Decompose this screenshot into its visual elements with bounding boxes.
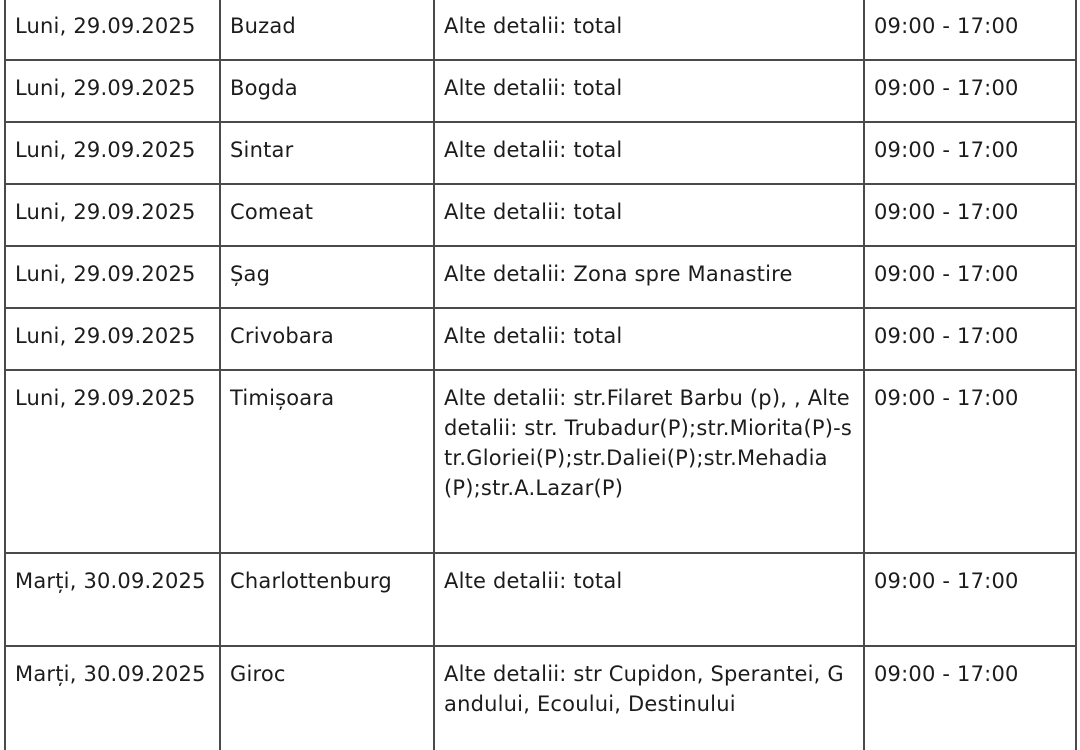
time-cell: 09:00 - 17:00: [864, 246, 1076, 308]
details-cell: Alte detalii: total: [434, 60, 864, 122]
location-cell: Giroc: [220, 646, 434, 750]
details-cell: Alte detalii: str.Filaret Barbu (p), , Alte detalii: str. Trubadur(P);str.Miorita(P)-str.Gloriei(P);str.Daliei(P);str.Mehadia(P);str.A.Lazar(P): [434, 370, 864, 553]
time-cell: 09:00 - 17:00: [864, 60, 1076, 122]
location-cell: Charlottenburg: [220, 553, 434, 646]
date-cell: Luni, 29.09.2025: [5, 0, 220, 60]
table-row: [5, 184, 1076, 246]
date-cell: Marți, 30.09.2025: [5, 553, 220, 646]
table-row: [5, 308, 1076, 370]
details-cell: Alte detalii: total: [434, 553, 864, 646]
time-cell: 09:00 - 17:00: [864, 370, 1076, 553]
location-cell: Șag: [220, 246, 434, 308]
date-cell: Luni, 29.09.2025: [5, 60, 220, 122]
details-cell: Alte detalii: str Cupidon, Sperantei, Gandului, Ecoului, Destinului: [434, 646, 864, 750]
time-cell: 09:00 - 17:00: [864, 0, 1076, 60]
location-cell: Bogda: [220, 60, 434, 122]
date-cell: Marți, 30.09.2025: [5, 646, 220, 750]
location-cell: Crivobara: [220, 308, 434, 370]
time-cell: 09:00 - 17:00: [864, 553, 1076, 646]
table-row: [5, 60, 1076, 122]
outage-schedule-table: [4, 0, 1077, 750]
time-cell: 09:00 - 17:00: [864, 184, 1076, 246]
details-cell: Alte detalii: total: [434, 122, 864, 184]
location-cell: Comeat: [220, 184, 434, 246]
table-row: [5, 370, 1076, 553]
details-cell: Alte detalii: total: [434, 0, 864, 60]
table-row: [5, 246, 1076, 308]
date-cell: Luni, 29.09.2025: [5, 370, 220, 553]
location-cell: Sintar: [220, 122, 434, 184]
location-cell: Timișoara: [220, 370, 434, 553]
table-row: [5, 122, 1076, 184]
table-row: [5, 646, 1076, 750]
details-cell: Alte detalii: total: [434, 184, 864, 246]
location-cell: Buzad: [220, 0, 434, 60]
time-cell: 09:00 - 17:00: [864, 646, 1076, 750]
details-cell: Alte detalii: Zona spre Manastire: [434, 246, 864, 308]
table-row: [5, 553, 1076, 646]
table-row: [5, 0, 1076, 60]
date-cell: Luni, 29.09.2025: [5, 184, 220, 246]
date-cell: Luni, 29.09.2025: [5, 308, 220, 370]
time-cell: 09:00 - 17:00: [864, 122, 1076, 184]
time-cell: 09:00 - 17:00: [864, 308, 1076, 370]
details-cell: Alte detalii: total: [434, 308, 864, 370]
date-cell: Luni, 29.09.2025: [5, 122, 220, 184]
date-cell: Luni, 29.09.2025: [5, 246, 220, 308]
